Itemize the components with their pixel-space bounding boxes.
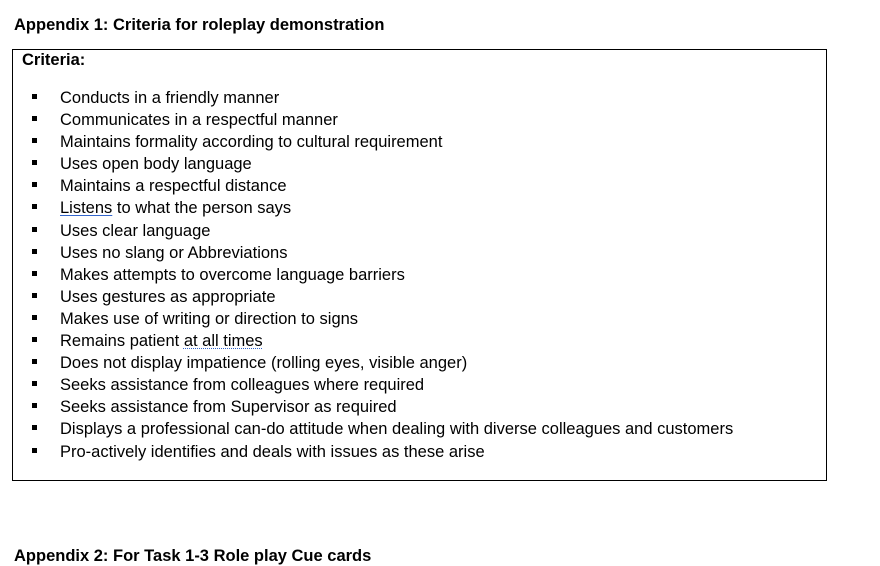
criteria-item-text: Makes attempts to overcome language barriers xyxy=(60,265,405,284)
square-bullet-icon xyxy=(32,249,37,254)
criteria-item xyxy=(13,286,826,308)
criteria-item-text: Uses no slang or Abbreviations xyxy=(60,243,288,262)
criteria-item xyxy=(13,308,826,330)
criteria-item xyxy=(13,418,826,440)
square-bullet-icon xyxy=(32,293,37,298)
criteria-item-text xyxy=(60,197,291,219)
criteria-item-text: Communicates in a respectful manner xyxy=(60,111,338,130)
criteria-item xyxy=(13,153,826,175)
square-bullet-icon xyxy=(32,425,37,430)
square-bullet-icon xyxy=(32,315,37,320)
square-bullet-icon xyxy=(32,337,37,342)
appendix-2-heading: Appendix 2: For Task 1-3 Role play Cue cards xyxy=(14,547,372,565)
criteria-item xyxy=(13,109,826,131)
criteria-item xyxy=(13,175,826,197)
criteria-item-text: Seeks assistance from colleagues where required xyxy=(60,376,425,395)
criteria-item-text: Uses clear language xyxy=(60,221,211,240)
square-bullet-icon xyxy=(32,448,37,453)
criteria-item xyxy=(13,374,826,396)
criteria-item-text: Conducts in a friendly manner xyxy=(60,89,280,107)
square-bullet-icon xyxy=(32,116,37,121)
square-bullet-icon xyxy=(32,381,37,386)
square-bullet-icon xyxy=(32,359,37,364)
criteria-item-text: Makes use of writing or direction to signs xyxy=(60,309,359,328)
criteria-list xyxy=(13,87,826,463)
criteria-item-text: Uses gestures as appropriate xyxy=(60,287,276,306)
criteria-item-text-before: Remains patient xyxy=(60,332,184,351)
criteria-item xyxy=(13,396,826,418)
criteria-item xyxy=(13,441,826,463)
criteria-item xyxy=(13,264,826,286)
square-bullet-icon xyxy=(32,160,37,165)
square-bullet-icon xyxy=(32,138,37,143)
criteria-item-text: Displays a professional can-do attitude when dealing with diverse colleagues and customers xyxy=(60,420,734,439)
criteria-title: Criteria: xyxy=(22,51,86,69)
criteria-item-text: Pro-actively identifies and deals with issues as these arise xyxy=(60,442,485,461)
square-bullet-icon xyxy=(32,271,37,276)
square-bullet-icon xyxy=(32,227,37,232)
criteria-item-text: Does not display impatience (rolling eyes, visible anger) xyxy=(60,354,468,373)
criteria-item xyxy=(13,220,826,242)
criteria-item-text xyxy=(60,330,263,352)
grammar-marked-word: Listens xyxy=(60,199,113,218)
criteria-item xyxy=(13,197,826,219)
grammar-marked-phrase: at all times xyxy=(183,332,263,351)
criteria-item xyxy=(13,87,826,109)
criteria-item-text-rest: to what the person says xyxy=(112,199,292,218)
criteria-item-text: Maintains formality according to cultural requirement xyxy=(60,133,443,152)
criteria-item-text: Seeks assistance from Supervisor as required xyxy=(60,398,397,417)
criteria-item xyxy=(13,330,826,352)
criteria-item xyxy=(13,242,826,264)
square-bullet-icon xyxy=(32,182,37,187)
square-bullet-icon xyxy=(32,204,37,209)
criteria-item-text: Uses open body language xyxy=(60,155,252,174)
criteria-item xyxy=(13,352,826,374)
criteria-item xyxy=(13,131,826,153)
square-bullet-icon xyxy=(32,403,37,408)
square-bullet-icon xyxy=(32,94,37,99)
criteria-item-text: Maintains a respectful distance xyxy=(60,177,287,196)
criteria-box xyxy=(12,49,827,481)
appendix-1-heading: Appendix 1: Criteria for roleplay demonstration xyxy=(14,16,385,34)
